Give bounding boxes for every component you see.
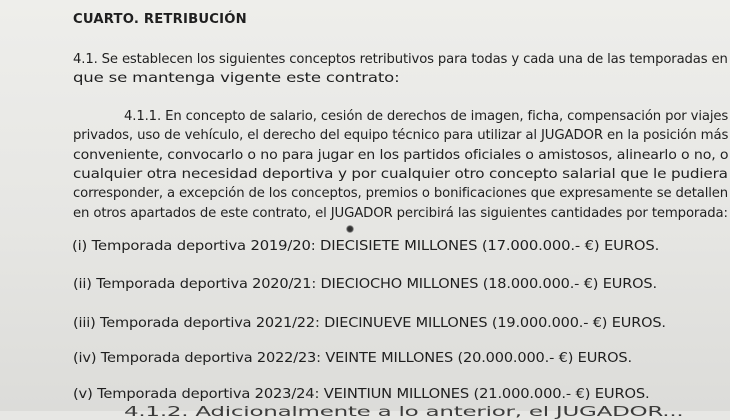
scan-speck <box>346 225 354 233</box>
clause-4-1-2-cutoff: 4.1.2. Adicionalmente a lo anterior, el JUGADOR... <box>124 404 684 420</box>
section-heading: CUARTO. RETRIBUCIÓN <box>73 12 247 27</box>
season-2022-23: (iv) Temporada deportiva 2022/23: VEINTE MILLONES (20.000.000.- €) EUROS. <box>73 350 632 366</box>
clause-4-1-1-line-1: 4.1.1. En concepto de salario, cesión de derechos de imagen, ficha, compensación por viajes <box>124 108 729 124</box>
clause-4-1-1-line-4: cualquier otra necesidad deportiva y por cualquier otro concepto salarial que le pudiera <box>73 166 728 182</box>
season-2020-21: (ii) Temporada deportiva 2020/21: DIECIOCHO MILLONES (18.000.000.- €) EUROS. <box>73 276 657 292</box>
clause-4-1-1-line-5: corresponder, a excepción de los conceptos, premios o bonificaciones que expresamente se detallen <box>73 185 729 201</box>
season-2019-20: (i) Temporada deportiva 2019/20: DIECISIETE MILLONES (17.000.000.- €) EUROS. <box>72 238 660 254</box>
season-2021-22: (iii) Temporada deportiva 2021/22: DIECINUEVE MILLONES (19.000.000.- €) EUROS. <box>73 315 666 331</box>
clause-4-1-1-line-2: privados, uso de vehículo, el derecho del equipo técnico para utilizar al JUGADOR en la posición más <box>73 127 729 143</box>
clause-4-1-1-line-3: conveniente, convocarlo o no para jugar en los partidos oficiales o amistosos, alinearlo o no, o <box>73 147 729 163</box>
season-2023-24: (v) Temporada deportiva 2023/24: VEINTIUN MILLONES (21.000.000.- €) EUROS. <box>73 386 650 402</box>
clause-4-1-1-line-6: en otros apartados de este contrato, el JUGADOR percibirá las siguientes cantidades por temporada: <box>73 205 728 221</box>
clause-4-1-line-2: que se mantenga vigente este contrato: <box>73 70 400 86</box>
clause-4-1-line-1: 4.1. Se establecen los siguientes conceptos retributivos para todas y cada una de las temporadas en <box>73 51 728 67</box>
